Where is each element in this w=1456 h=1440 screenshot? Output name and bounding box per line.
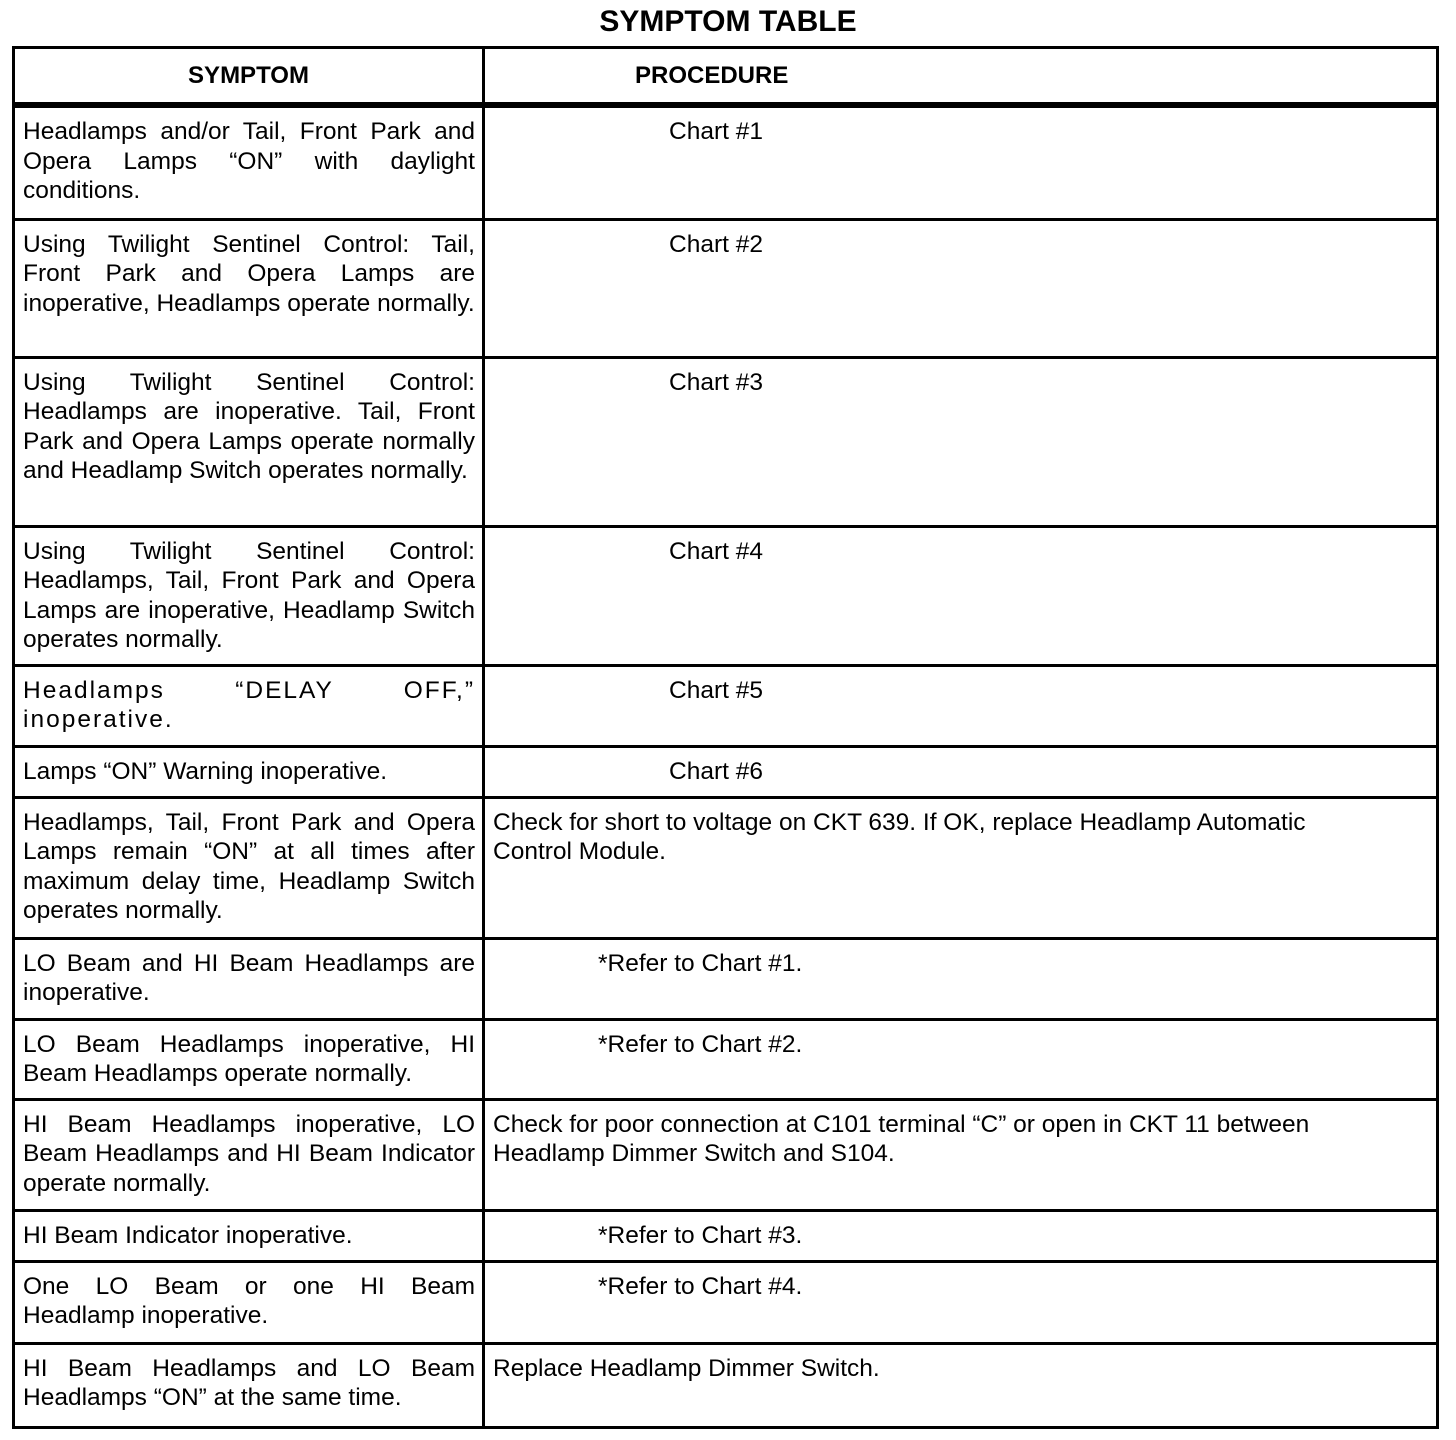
table-row	[14, 1343, 1438, 1427]
table-row	[14, 1261, 1438, 1343]
procedure-cell: *Refer to Chart #2.	[484, 1019, 1438, 1099]
table-row	[14, 938, 1438, 1019]
table-row	[14, 665, 1438, 746]
procedure-cell: Chart #5	[484, 665, 1438, 746]
symptom-table	[12, 46, 1439, 1429]
procedure-cell: Chart #6	[484, 746, 1438, 797]
symptom-cell: Using Twilight Sentinel Control: Headlamps are inoperative. Tail, Front Park and Opera Lamps operate normally and Headlamp Switch operates normally.	[14, 357, 484, 526]
table-row	[14, 797, 1438, 938]
symptom-cell: Using Twilight Sentinel Control: Tail, Front Park and Opera Lamps are inoperative, Headlamps operate normally.	[14, 219, 484, 357]
procedure-cell: *Refer to Chart #1.	[484, 938, 1438, 1019]
symptom-cell: LO Beam and HI Beam Headlamps are inoperative.	[14, 938, 484, 1019]
procedure-cell: Chart #4	[484, 526, 1438, 665]
table-row	[14, 357, 1438, 526]
page-title: SYMPTOM TABLE	[599, 5, 857, 38]
symptom-cell: LO Beam Headlamps inoperative, HI Beam Headlamps operate normally.	[14, 1019, 484, 1099]
table-row	[14, 105, 1438, 219]
table-row	[14, 1019, 1438, 1099]
symptom-cell: One LO Beam or one HI Beam Headlamp inoperative.	[14, 1261, 484, 1343]
table-row	[14, 1099, 1438, 1210]
procedure-cell: *Refer to Chart #3.	[484, 1210, 1438, 1261]
procedure-cell: *Refer to Chart #4.	[484, 1261, 1438, 1343]
symptom-cell: HI Beam Headlamps and LO Beam Headlamps “ON” at the same time.	[14, 1343, 484, 1427]
procedure-cell: Chart #2	[484, 219, 1438, 357]
procedure-cell: Check for short to voltage on CKT 639. If OK, replace Headlamp Automatic Control Module.	[484, 797, 1438, 938]
table-row	[14, 526, 1438, 665]
table-row	[14, 219, 1438, 357]
procedure-cell: Check for poor connection at C101 terminal “C” or open in CKT 11 between Headlamp Dimmer Switch and S104.	[484, 1099, 1438, 1210]
table-row	[14, 746, 1438, 797]
table-row	[14, 1210, 1438, 1261]
procedure-cell: Chart #3	[484, 357, 1438, 526]
symptom-cell: Headlamps, Tail, Front Park and Opera Lamps remain “ON” at all times after maximum delay time, Headlamp Switch operates normally.	[14, 797, 484, 938]
procedure-cell: Chart #1	[484, 105, 1438, 219]
symptom-cell: Headlamps “DELAY OFF,” inoperative.	[14, 665, 484, 746]
symptom-cell: Using Twilight Sentinel Control: Headlamps, Tail, Front Park and Opera Lamps are inoperative, Headlamp Switch operates normally.	[14, 526, 484, 665]
symptom-cell: Lamps “ON” Warning inoperative.	[14, 746, 484, 797]
procedure-cell: Replace Headlamp Dimmer Switch.	[493, 1354, 880, 1382]
symptom-cell: HI Beam Indicator inoperative.	[14, 1210, 484, 1261]
column-header-symptom: SYMPTOM	[14, 48, 484, 106]
symptom-cell: Headlamps and/or Tail, Front Park and Opera Lamps “ON” with daylight conditions.	[14, 105, 484, 219]
table-header-row	[14, 48, 1438, 106]
column-header-procedure: PROCEDURE	[484, 48, 1438, 106]
symptom-cell: HI Beam Headlamps inoperative, LO Beam Headlamps and HI Beam Indicator operate normally.	[14, 1099, 484, 1210]
